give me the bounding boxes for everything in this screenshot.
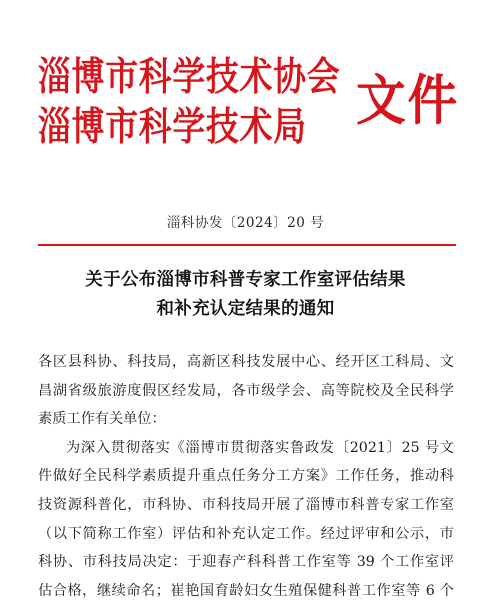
document-number: 淄科协发〔2024〕20 号 — [166, 215, 325, 231]
paragraph-line-1: 为深入贯彻落实《淄博市贯彻落实鲁政发〔2021〕25 号文 — [66, 439, 454, 456]
red-masthead — [38, 52, 458, 162]
issuer-science-association: 淄博市科学技术协会 — [38, 54, 341, 100]
title-line-1: 关于公布淄博市科普专家工作室评估结果 — [85, 270, 406, 290]
issuer-science-bureau: 淄博市科学技术局 — [38, 104, 307, 150]
salutation-line-3: 素质工作有关单位： — [38, 411, 166, 428]
document-body — [38, 348, 454, 605]
salutation-line-2: 昌湖省级旅游度假区经发局，各市级学会、高等院校及全民科学 — [38, 382, 454, 399]
title-line-2: 和补充认定结果的通知 — [156, 299, 335, 319]
document-word: 文件 — [356, 68, 460, 132]
paragraph-line-3: 技资源科普化，市科协、市科技局开展了淄博市科普专家工作室 — [38, 496, 454, 513]
document-title — [0, 266, 491, 324]
paragraph-line-4: （以下简称工作室）评估和补充认定工作。经过评审和公示，市 — [38, 525, 454, 542]
paragraph-line-6: 估合格，继续命名；崔艳国育龄妇女生殖保健科普工作室等 6 个 — [38, 582, 454, 599]
paragraph-line-5: 科协、市科技局决定：于迎春产科科普工作室等 39 个工作室评 — [38, 554, 454, 571]
paragraph-line-2: 件做好全民科学素质提升重点任务分工方案》工作任务，推动科 — [38, 468, 454, 485]
salutation-line-1: 各区县科协、科技局，高新区科技发展中心、经开区工科局、文 — [38, 354, 454, 370]
red-divider-line — [38, 244, 456, 246]
issuing-authorities — [38, 52, 341, 152]
